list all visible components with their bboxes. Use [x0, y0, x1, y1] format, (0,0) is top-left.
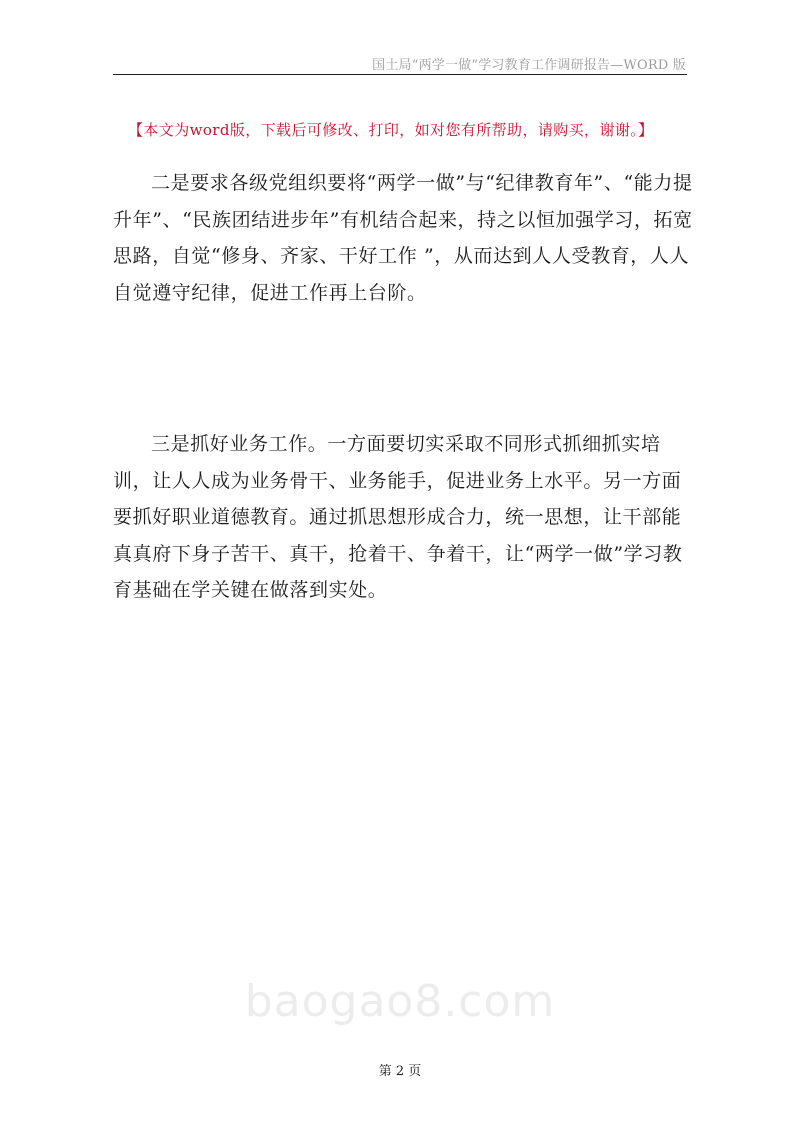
running-header: 国土局“两学一做”学习教育工作调研报告—WORD 版: [372, 58, 686, 73]
body-paragraph-2: 三是抓好业务工作。一方面要切实采取不同形式抓细抓实培训，让人人成为业务骨干、业务能手，促进业务上水平。另一方面要抓好职业道德教育。通过抓思想形成合力，统一思想，让干部能真真府下身子苦干、真干，抢着干、争着干，让“两学一做”学习教育基础在学关键在做落到实处。: [113, 433, 683, 601]
watermark: baogao8.com: [244, 976, 556, 1027]
header-divider: [113, 74, 687, 75]
page-number: 第 2 页: [378, 1064, 422, 1079]
download-notice: 【本文为word版，下载后可修改、打印，如对您有所帮助，请购买，谢谢。】: [128, 121, 654, 139]
body-paragraph-1: 二是要求各级党组织要将“两学一做”与“纪律教育年”、“能力提升年”、“民族团结进步年”有机结合起来，持之以恒加强学习，拓宽思路，自觉“修身、齐家、干好工作 ”，从而达到人人受教育，人人自觉遵守纪律，促进工作再上台阶。: [113, 172, 693, 304]
